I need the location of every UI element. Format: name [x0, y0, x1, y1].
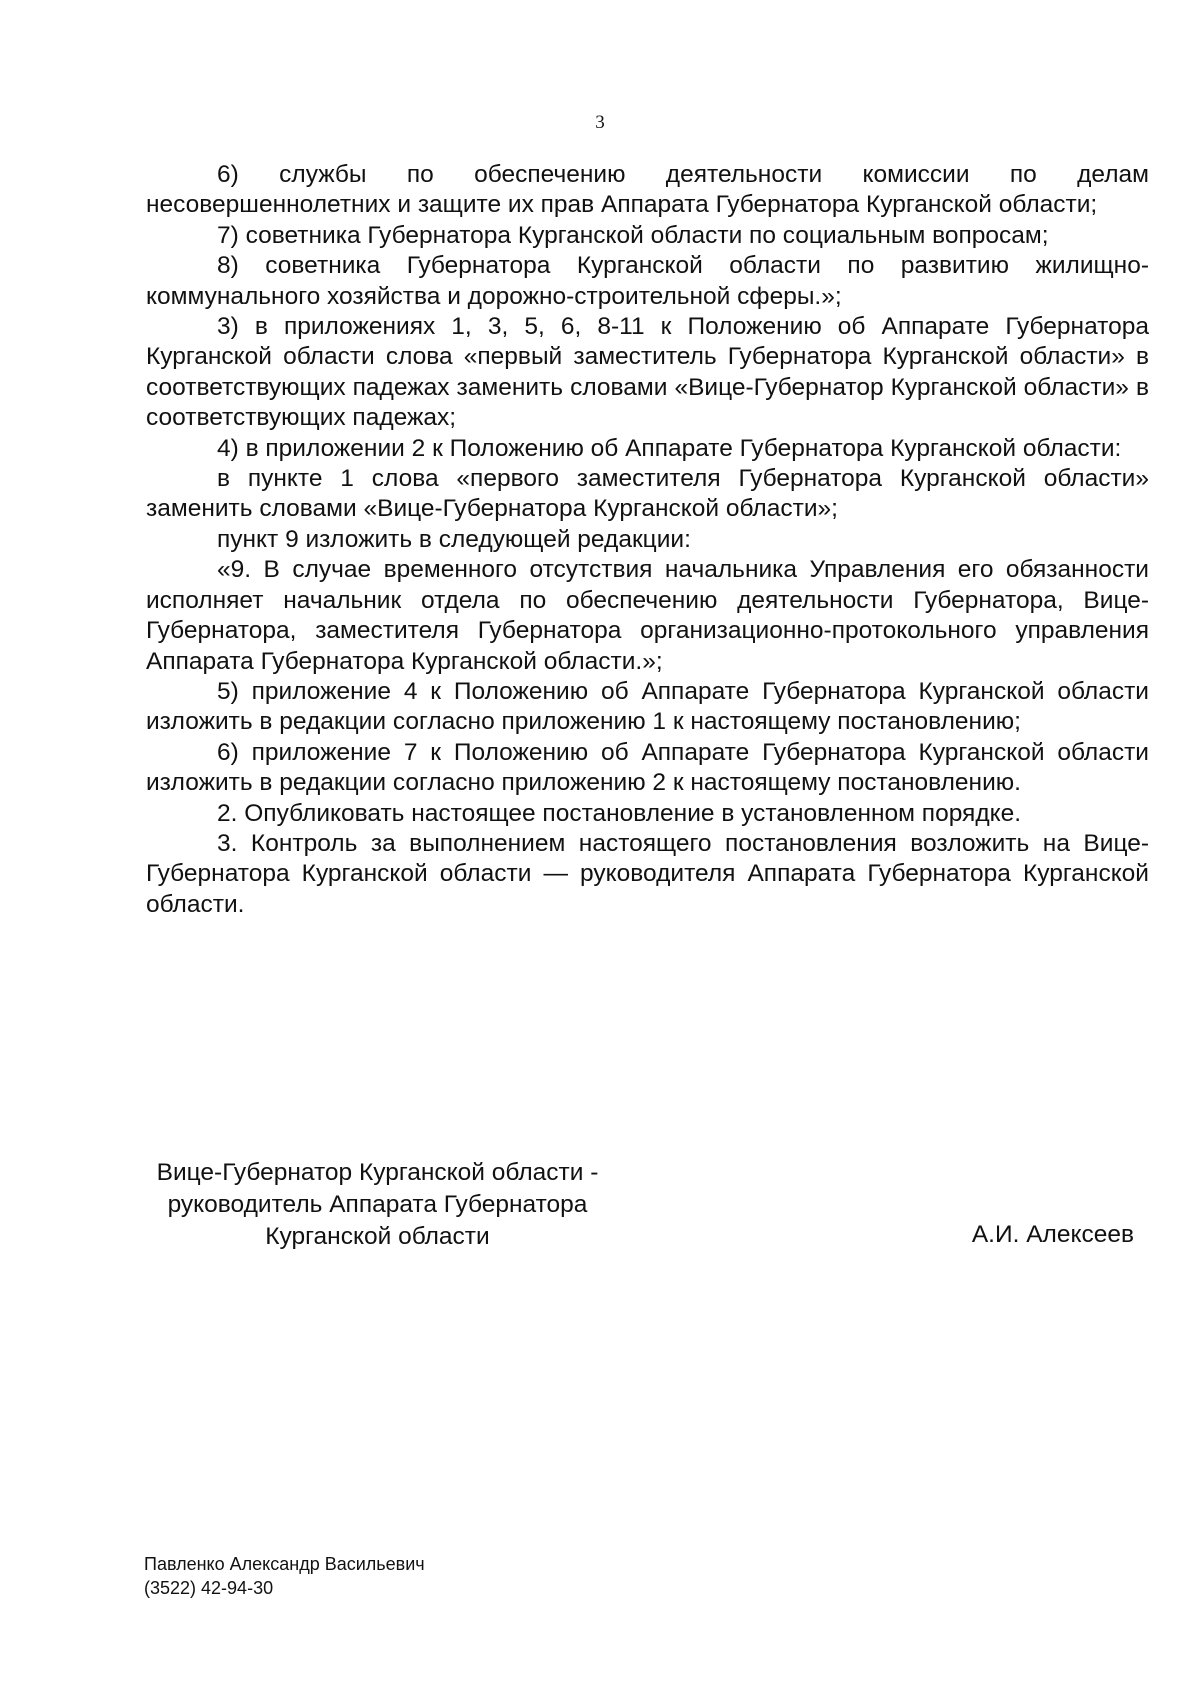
signatory-title-line: Курганской области [265, 1223, 490, 1250]
paragraph: пункт 9 изложить в следующей редакции: [217, 525, 691, 553]
paragraph: 4) в приложении 2 к Положению об Аппарате Губернатора Курганской области: [217, 434, 1122, 462]
paragraph: 7) советника Губернатора Курганской области по социальным вопросам; [217, 221, 1049, 249]
signatory-title [110, 1157, 645, 1253]
executor-name: Павленко Александр Васильевич [144, 1554, 425, 1574]
executor-phone: (3522) 42-94-30 [144, 1578, 274, 1598]
signatory-name: А.И. Алексеев [971, 1221, 1134, 1248]
signatory-title-line: Вице-Губернатор Курганской области - [156, 1159, 599, 1186]
paragraph: 3. Контроль за выполнением настоящего постановления возложить на Вице-Губернатора Курганской области — руководителя Аппарата Губернатора Курганской области. [146, 829, 1149, 918]
page-number: 3 [595, 112, 605, 133]
document-body [146, 160, 1149, 920]
paragraph: 6) службы по обеспечению деятельности комиссии по делам несовершеннолетних и защите их прав Аппарата Губернатора Курганской области; [146, 161, 1149, 219]
paragraph: в пункте 1 слова «первого заместителя Губернатора Курганской области» заменить словами «Вице-Губернатора Курганской области»; [146, 465, 1149, 523]
signatory-title-line: руководитель Аппарата Губернатора [167, 1191, 588, 1218]
paragraph: 8) советника Губернатора Курганской области по развитию жилищно-коммунального хозяйства и дорожно-строительной сферы.»; [146, 252, 1149, 310]
paragraph: 5) приложение 4 к Положению об Аппарате Губернатора Курганской области изложить в редакции согласно приложению 1 к настоящему постановлению; [146, 677, 1149, 736]
paragraph: «9. В случае временного отсутствия начальника Управления его обязанности исполняет начальник отдела по обеспечению деятельности Губернатора, Вице-Губернатора, заместителя Губернатора организационно-протокольного управления Аппарата Губернатора Курганской области.»; [146, 556, 1149, 675]
paragraph: 6) приложение 7 к Положению об Аппарате Губернатора Курганской области изложить в редакции согласно приложению 2 к настоящему постановлению. [146, 738, 1149, 797]
executor-info [144, 1552, 425, 1600]
paragraph: 2. Опубликовать настоящее постановление в установленном порядке. [217, 799, 1022, 827]
paragraph: 3) в приложениях 1, 3, 5, 6, 8-11 к Положению об Аппарате Губернатора Курганской области слова «первый заместитель Губернатора Курганской области» в соответствующих падежах заменить словами «Вице-Губернатор Курганской области» в соответствующих падежах; [146, 313, 1149, 432]
